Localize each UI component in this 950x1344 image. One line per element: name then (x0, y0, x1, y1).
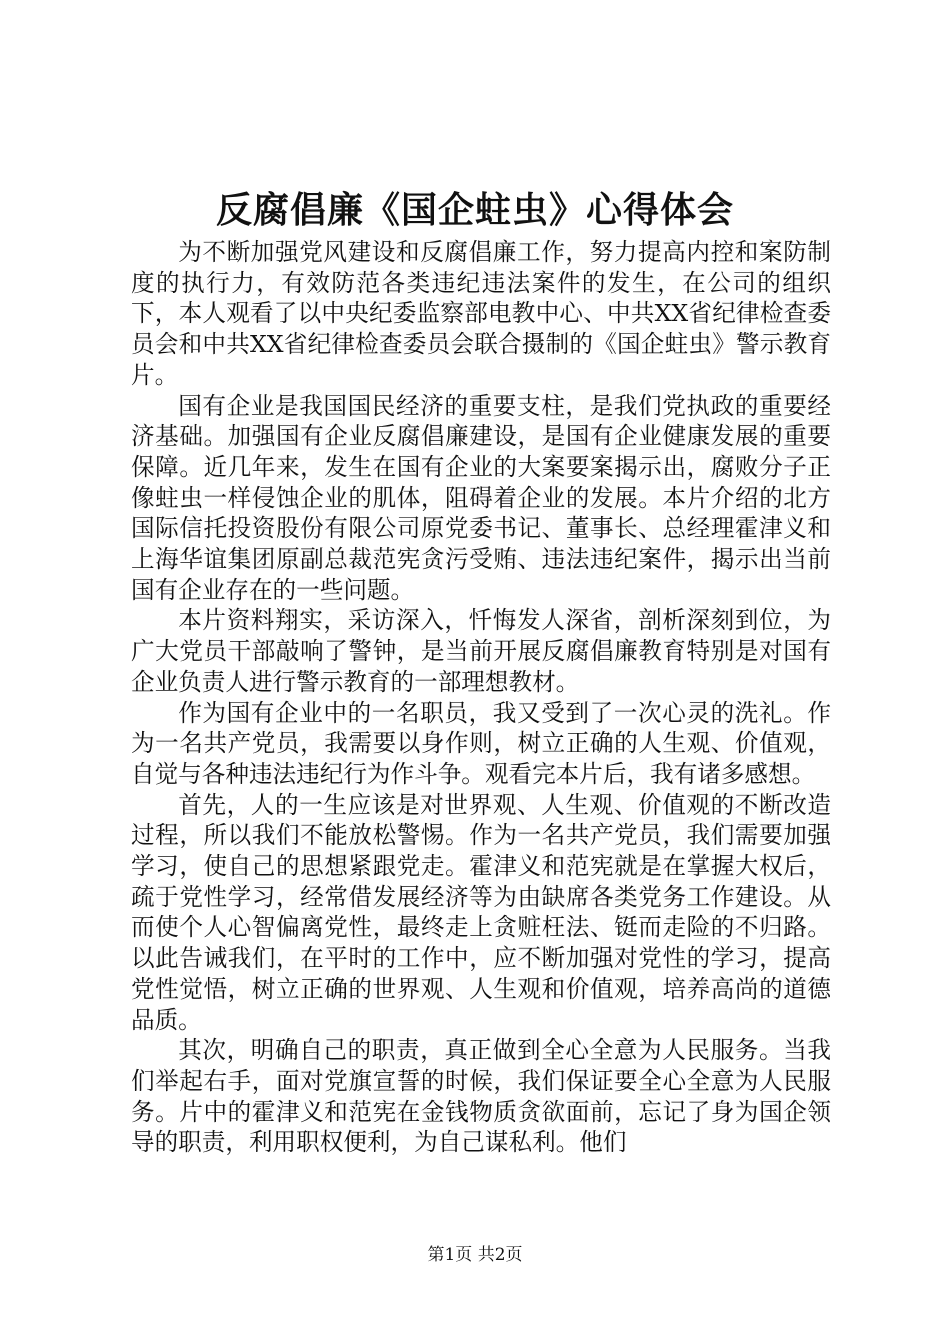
paragraph: 首先，人的一生应该是对世界观、人生观、价值观的不断改造过程，所以我们不能放松警惕。作为一名共产党员，我们需要加强学习，使自己的思想紧跟党走。霍津义和范宪就是在掌握大权后，疏于党性学习，经常借发展经济等为由缺席各类党务工作建设。从而使个人心智偏离党性，最终走上贪赃枉法、铤而走险的不归路。以此告诫我们，在平时的工作中，应不断加强对党性的学习，提高党性觉悟，树立正确的世界观、人生观和价值观，培养高尚的道德品质。 (131, 790, 831, 1034)
document-title: 反腐倡廉《国企蛀虫》心得体会 (215, 189, 734, 231)
paragraph: 本片资料翔实，采访深入，忏悔发人深省，剖析深刻到位，为广大党员干部敲响了警钟，是当前开展反腐倡廉教育特别是对国有企业负责人进行警示教育的一部理想教材。 (131, 606, 831, 696)
paragraph: 国有企业是我国国民经济的重要支柱，是我们党执政的重要经济基础。加强国有企业反腐倡廉建设，是国有企业健康发展的重要保障。近几年来，发生在国有企业的大案要案揭示出，腐败分子正像蛀虫一样侵蚀企业的肌体，阻碍着企业的发展。本片介绍的北方国际信托投资股份有限公司原党委书记、董事长、总经理霍津义和上海华谊集团原副总裁范宪贪污受贿、违法违纪案件，揭示出当前国有企业存在的一些问题。 (131, 391, 831, 604)
page-number-footer: 第1页 共2页 (427, 1245, 523, 1265)
paragraph: 其次，明确自己的职责，真正做到全心全意为人民服务。当我们举起右手，面对党旗宣誓的时候，我们保证要全心全意为人民服务。片中的霍津义和范宪在金钱物质贪欲面前，忘记了身为国企领导的职责，利用职权便利，为自己谋私利。他们 (131, 1036, 831, 1157)
paragraph: 作为国有企业中的一名职员，我又受到了一次心灵的洗礼。作为一名共产党员，我需要以身作则，树立正确的人生观、价值观，自觉与各种违法违纪行为作斗争。观看完本片后，我有诸多感想。 (131, 698, 831, 788)
document-body (131, 237, 831, 1158)
paragraph: 为不断加强党风建设和反腐倡廉工作，努力提高内控和案防制度的执行力，有效防范各类违纪违法案件的发生，在公司的组织下，本人观看了以中央纪委监察部电教中心、中共XX省纪律检查委员会和中共XX省纪律检查委员会联合摄制的《国企蛀虫》警示教育片。 (131, 238, 831, 389)
